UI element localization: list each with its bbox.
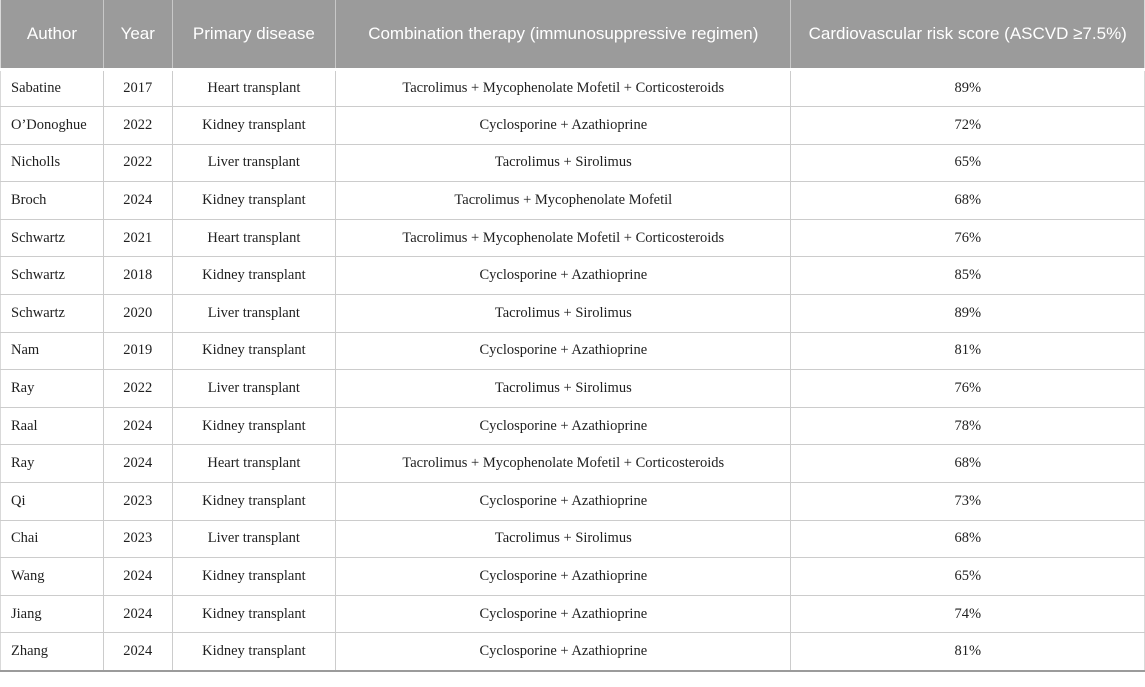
column-header-author: Author: [1, 0, 104, 69]
cell-combination-therapy: Cyclosporine + Azathioprine: [336, 407, 791, 445]
table-row: [1, 182, 1145, 220]
table-row: [1, 144, 1145, 182]
cell-year: 2024: [103, 445, 172, 483]
cell-combination-therapy: Tacrolimus + Mycophenolate Mofetil + Corticosteroids: [336, 219, 791, 257]
cell-author: O’Donoghue: [1, 107, 104, 145]
table-row: [1, 332, 1145, 370]
cell-author: Jiang: [1, 595, 104, 633]
cell-combination-therapy: Tacrolimus + Sirolimus: [336, 520, 791, 558]
cell-risk-score: 68%: [791, 445, 1145, 483]
cell-author: Broch: [1, 182, 104, 220]
cell-year: 2024: [103, 633, 172, 671]
table-row: [1, 219, 1145, 257]
cell-risk-score: 89%: [791, 69, 1145, 107]
table-row: [1, 595, 1145, 633]
cell-combination-therapy: Cyclosporine + Azathioprine: [336, 633, 791, 671]
cell-combination-therapy: Tacrolimus + Mycophenolate Mofetil + Corticosteroids: [336, 445, 791, 483]
table-row: [1, 633, 1145, 671]
cell-author: Nam: [1, 332, 104, 370]
table-row: [1, 107, 1145, 145]
column-header-primary-disease: Primary disease: [172, 0, 336, 69]
table-body: [1, 69, 1145, 671]
cell-author: Wang: [1, 558, 104, 596]
cell-primary-disease: Kidney transplant: [172, 595, 336, 633]
cell-combination-therapy: Cyclosporine + Azathioprine: [336, 332, 791, 370]
cell-author: Sabatine: [1, 69, 104, 107]
cell-year: 2023: [103, 483, 172, 521]
table-row: [1, 520, 1145, 558]
cell-author: Nicholls: [1, 144, 104, 182]
cell-risk-score: 73%: [791, 483, 1145, 521]
cell-risk-score: 85%: [791, 257, 1145, 295]
cell-risk-score: 78%: [791, 407, 1145, 445]
header-row: [1, 0, 1145, 69]
cell-year: 2024: [103, 595, 172, 633]
cell-year: 2019: [103, 332, 172, 370]
cell-author: Schwartz: [1, 295, 104, 333]
column-header-year: Year: [103, 0, 172, 69]
cell-year: 2021: [103, 219, 172, 257]
table-row: [1, 445, 1145, 483]
cell-primary-disease: Kidney transplant: [172, 332, 336, 370]
cell-author: Qi: [1, 483, 104, 521]
table-header: [1, 0, 1145, 69]
cell-primary-disease: Liver transplant: [172, 370, 336, 408]
table-row: [1, 558, 1145, 596]
cell-primary-disease: Kidney transplant: [172, 633, 336, 671]
cell-combination-therapy: Tacrolimus + Sirolimus: [336, 370, 791, 408]
cell-combination-therapy: Tacrolimus + Sirolimus: [336, 144, 791, 182]
cell-author: Chai: [1, 520, 104, 558]
cell-combination-therapy: Cyclosporine + Azathioprine: [336, 558, 791, 596]
cell-author: Raal: [1, 407, 104, 445]
cell-combination-therapy: Cyclosporine + Azathioprine: [336, 107, 791, 145]
cell-year: 2024: [103, 182, 172, 220]
cell-risk-score: 68%: [791, 520, 1145, 558]
cell-author: Zhang: [1, 633, 104, 671]
cell-risk-score: 74%: [791, 595, 1145, 633]
cell-primary-disease: Heart transplant: [172, 219, 336, 257]
column-header-cardiovascular-risk-score: Cardiovascular risk score (ASCVD ≥7.5%): [791, 0, 1145, 69]
cell-combination-therapy: Tacrolimus + Mycophenolate Mofetil: [336, 182, 791, 220]
cell-year: 2017: [103, 69, 172, 107]
cell-combination-therapy: Tacrolimus + Sirolimus: [336, 295, 791, 333]
table-row: [1, 257, 1145, 295]
cell-author: Schwartz: [1, 219, 104, 257]
cell-author: Schwartz: [1, 257, 104, 295]
cell-year: 2024: [103, 407, 172, 445]
cell-combination-therapy: Cyclosporine + Azathioprine: [336, 257, 791, 295]
cell-combination-therapy: Cyclosporine + Azathioprine: [336, 483, 791, 521]
cell-primary-disease: Heart transplant: [172, 445, 336, 483]
cell-year: 2024: [103, 558, 172, 596]
table-row: [1, 483, 1145, 521]
cell-year: 2018: [103, 257, 172, 295]
cell-risk-score: 65%: [791, 558, 1145, 596]
cell-primary-disease: Kidney transplant: [172, 182, 336, 220]
table-row: [1, 407, 1145, 445]
cell-risk-score: 76%: [791, 219, 1145, 257]
cell-risk-score: 81%: [791, 332, 1145, 370]
cell-primary-disease: Kidney transplant: [172, 407, 336, 445]
cell-combination-therapy: Cyclosporine + Azathioprine: [336, 595, 791, 633]
cell-risk-score: 72%: [791, 107, 1145, 145]
cell-year: 2022: [103, 107, 172, 145]
column-header-combination-therapy: Combination therapy (immunosuppressive regimen): [336, 0, 791, 69]
cell-combination-therapy: Tacrolimus + Mycophenolate Mofetil + Corticosteroids: [336, 69, 791, 107]
cell-primary-disease: Heart transplant: [172, 69, 336, 107]
cell-year: 2023: [103, 520, 172, 558]
cell-primary-disease: Kidney transplant: [172, 558, 336, 596]
cell-year: 2020: [103, 295, 172, 333]
cell-author: Ray: [1, 370, 104, 408]
table-row: [1, 370, 1145, 408]
cell-primary-disease: Kidney transplant: [172, 257, 336, 295]
cell-risk-score: 81%: [791, 633, 1145, 671]
cell-primary-disease: Kidney transplant: [172, 483, 336, 521]
cell-primary-disease: Liver transplant: [172, 295, 336, 333]
table-row: [1, 69, 1145, 107]
cell-author: Ray: [1, 445, 104, 483]
cell-risk-score: 65%: [791, 144, 1145, 182]
cell-risk-score: 89%: [791, 295, 1145, 333]
cell-primary-disease: Liver transplant: [172, 520, 336, 558]
cell-primary-disease: Liver transplant: [172, 144, 336, 182]
cell-primary-disease: Kidney transplant: [172, 107, 336, 145]
cell-risk-score: 76%: [791, 370, 1145, 408]
cell-year: 2022: [103, 144, 172, 182]
cell-risk-score: 68%: [791, 182, 1145, 220]
cell-year: 2022: [103, 370, 172, 408]
table-row: [1, 295, 1145, 333]
